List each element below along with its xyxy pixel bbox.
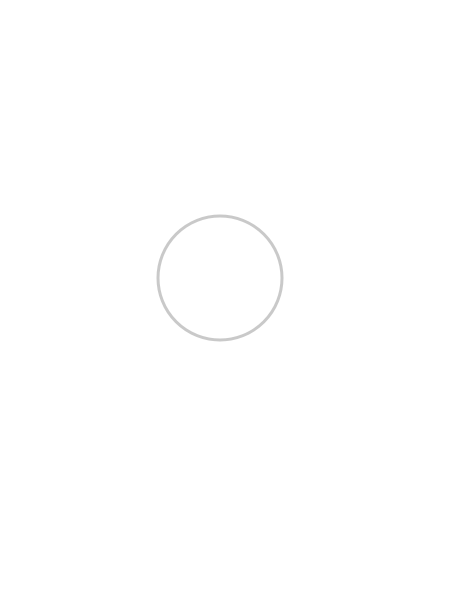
pollution-types-diagram bbox=[115, 188, 320, 373]
diagram-ring bbox=[158, 216, 282, 340]
